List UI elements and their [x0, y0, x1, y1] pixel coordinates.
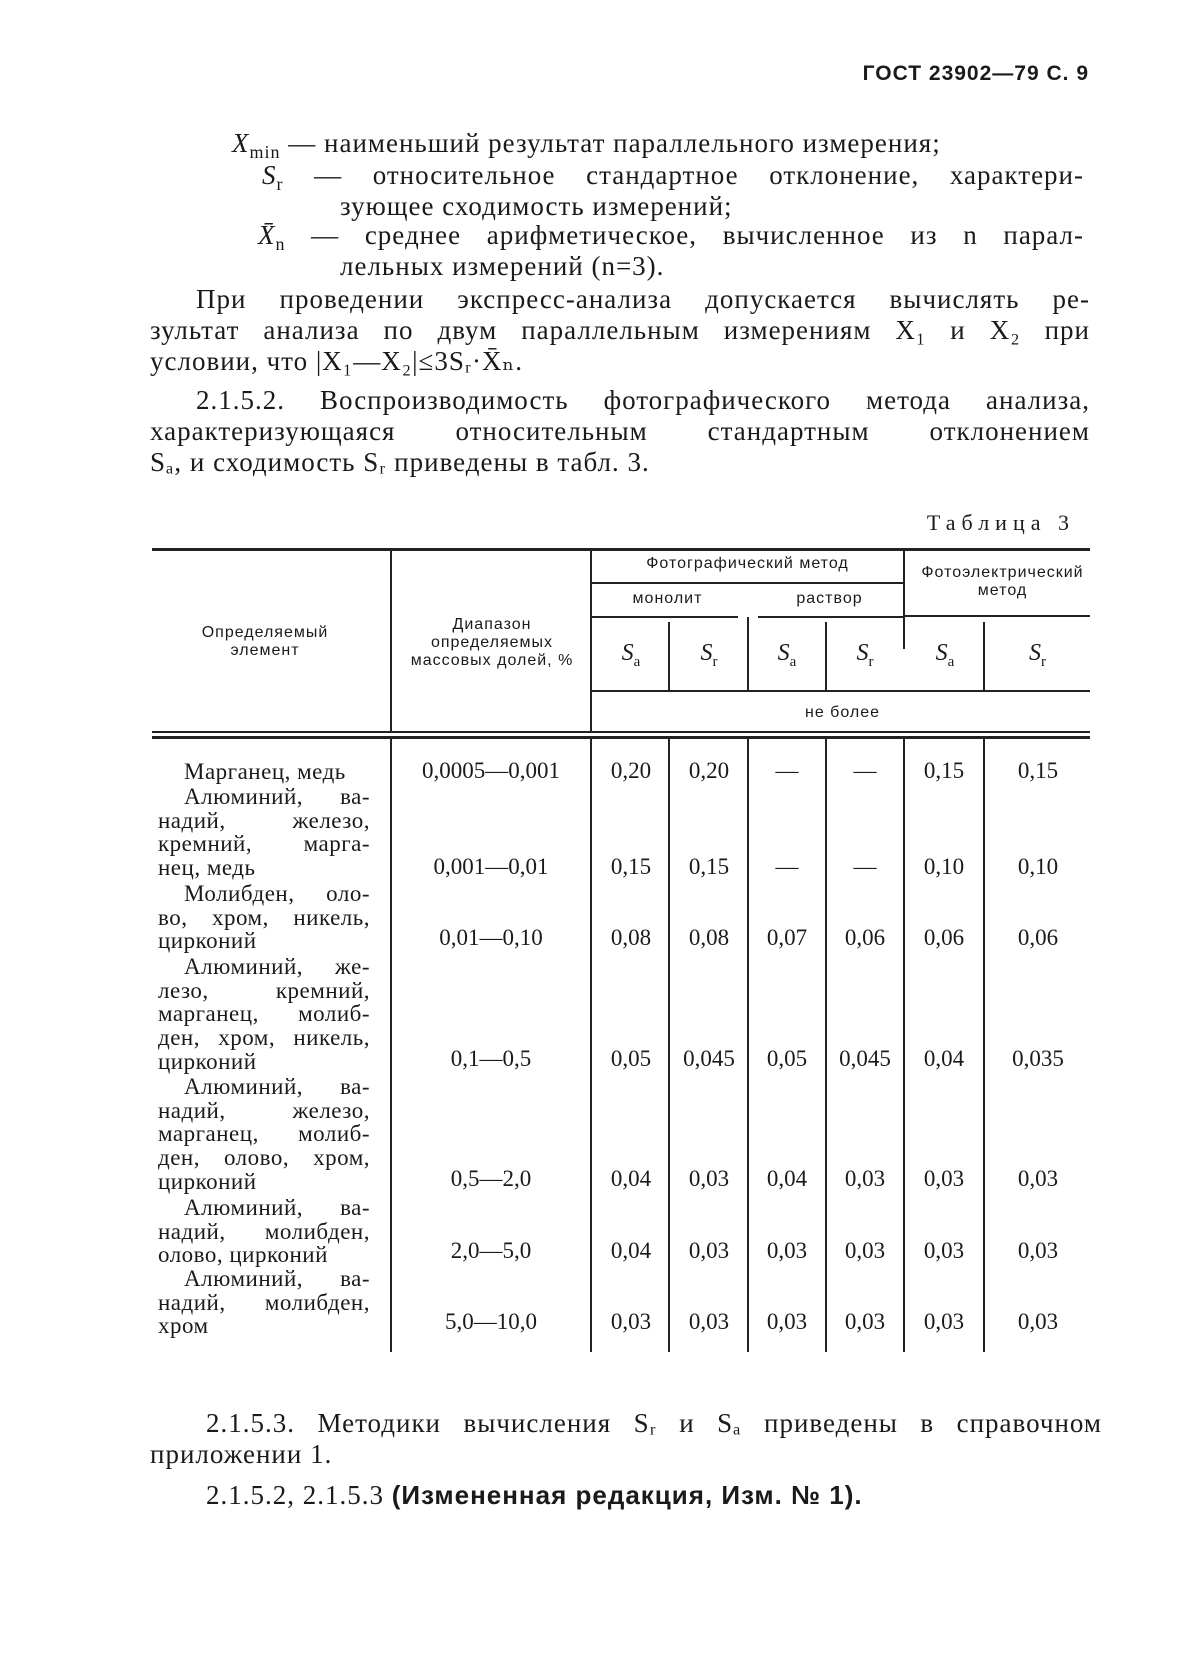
header-rule: [905, 615, 1090, 617]
body-col-divider: [903, 739, 905, 1352]
header-rule: [592, 582, 903, 584]
definition-xn: [258, 220, 1084, 254]
header-sa: $S_a$: [935, 640, 955, 670]
table-cell-value: 0,03: [844, 1166, 886, 1191]
element-line: марганец, молиб-: [158, 1001, 370, 1027]
table-caption: Таблица 3: [926, 510, 1075, 535]
symbol: X̄: [258, 220, 276, 250]
symbol: S: [262, 160, 277, 190]
table-cell-element: [158, 1075, 370, 1194]
definition-sr-cont: [340, 191, 733, 222]
definition-text: лельных измерений (n=3).: [340, 251, 665, 281]
table-cell-range: 0,5—2,0: [450, 1166, 532, 1191]
element-line: цирконий: [158, 1048, 257, 1074]
col-divider: [825, 622, 827, 690]
table-cell-value: —: [775, 758, 799, 783]
table-cell-value: 0,03: [1017, 1166, 1059, 1191]
table-cell-value: 0,04: [610, 1238, 652, 1263]
header-range: Диапазон определяемых массовых долей, %: [410, 616, 574, 669]
table-cell-value: 0,045: [839, 1046, 891, 1071]
table-cell-value: 0,03: [1017, 1309, 1059, 1334]
header-photo-method: Фотографический метод: [646, 555, 849, 572]
table-cell-element: [158, 760, 370, 784]
text-prefix: 2.1.5.2, 2.1.5.3: [206, 1480, 392, 1510]
dash: —: [285, 220, 365, 250]
col-divider: [903, 551, 905, 649]
text-line: 2.1.5.2. Воспроизводимость фотографического метода анализа,: [196, 385, 1090, 415]
col-divider: [747, 617, 749, 690]
page-header: ГОСТ 23902—79 С. 9: [862, 62, 1089, 85]
element-line: ден, хром, никель,: [158, 1025, 370, 1051]
element-line: надий, железо,: [158, 1097, 370, 1123]
table-cell-value: 0,04: [766, 1166, 808, 1191]
text-line: При проведении экспресс-анализа допускается вычислять ре-: [196, 284, 1090, 314]
header-rule: [592, 616, 738, 618]
header-sa: $S_a$: [777, 640, 797, 670]
table-cell-value: 0,06: [923, 925, 965, 950]
definition-text: среднее арифметическое, вычисленное из n парал-: [364, 220, 1084, 250]
definition-sr: [262, 160, 1084, 194]
table-cell-value: 0,03: [766, 1309, 808, 1334]
table-cell-element: [158, 1196, 370, 1267]
table-cell-value: 0,03: [766, 1238, 808, 1263]
dash: —: [283, 160, 373, 190]
definition-text: относительное стандартное отклонение, характери-: [372, 160, 1084, 190]
table-cell-value: 0,06: [844, 925, 886, 950]
table-cell-value: 0,04: [923, 1046, 965, 1071]
table-cell-value: 0,03: [688, 1238, 730, 1263]
text-line: характеризующаяся относительным стандартным отклонением: [150, 416, 1090, 446]
subscript: r: [276, 174, 284, 194]
header-sa: $S_a$: [621, 640, 641, 670]
table-cell-value: 0,03: [923, 1238, 965, 1263]
body-col-divider: [825, 739, 827, 1352]
table-cell-value: 0,05: [610, 1046, 652, 1071]
body-col-divider: [983, 739, 985, 1352]
header-monolith: монолит: [632, 590, 703, 607]
table-cell-value: —: [775, 854, 799, 879]
table-header-bottom-rule: [152, 731, 1090, 733]
text-line: условии, что |X₁—X₂|≤3Sᵣ·X̄ₙ.: [150, 346, 523, 376]
table-cell-value: 0,03: [923, 1166, 965, 1191]
table-cell-value: 0,10: [923, 854, 965, 879]
table-cell-value: 0,035: [1012, 1046, 1064, 1071]
element-line: олово, цирконий: [158, 1242, 328, 1268]
definition-xn-cont: [340, 251, 664, 282]
table-cell-value: 0,20: [688, 758, 730, 783]
table-cell-value: 0,15: [1017, 758, 1059, 783]
header-rule: [758, 616, 904, 618]
table-cell-range: 0,001—0,01: [433, 854, 549, 879]
table-cell-value: 0,20: [610, 758, 652, 783]
header-photoelectric: Фотоэлектрический метод: [921, 564, 1084, 599]
definition-text: наименьший результат параллельного измерения;: [324, 128, 941, 158]
header-element: Определяемый элемент: [201, 624, 329, 659]
element-line: ден, олово, хром,: [158, 1145, 370, 1171]
element-line: надий, молибден,: [158, 1289, 370, 1315]
table-cell-value: 0,03: [610, 1309, 652, 1334]
col-divider: [390, 551, 392, 731]
element-line: цирконий: [158, 928, 257, 954]
col-divider: [983, 622, 985, 690]
element-line: цирконий: [158, 1168, 257, 1194]
table-cell-range: 0,0005—0,001: [422, 758, 560, 783]
table-cell-range: 5,0—10,0: [445, 1309, 537, 1334]
element-line: во, хром, никель,: [158, 904, 370, 930]
header-no-more: не более: [804, 704, 881, 721]
table-cell-value: 0,15: [688, 854, 730, 879]
element-line: Алюминий, ва-: [184, 1195, 370, 1220]
header-sr: $S_r$: [700, 640, 718, 670]
table-cell-value: 0,08: [610, 925, 652, 950]
table-cell-value: 0,05: [766, 1046, 808, 1071]
text-line: приложении 1.: [150, 1439, 333, 1469]
table-cell-range: 0,01—0,10: [439, 925, 543, 950]
table-cell-value: —: [853, 854, 877, 879]
element-line: марганец, молиб-: [158, 1121, 370, 1147]
subscript: n: [275, 234, 286, 254]
table-cell-value: 0,15: [923, 758, 965, 783]
col-divider: [668, 622, 670, 690]
table-cell-value: 0,03: [688, 1309, 730, 1334]
paragraph-2-1-5-3: [150, 1408, 1102, 1470]
text-line: зультат анализа по двум параллельным измерениям X₁ и X₂ при: [150, 315, 1090, 345]
body-col-divider: [747, 739, 749, 1352]
table-cell-element: [158, 955, 370, 1074]
table-cell-element: [158, 882, 370, 953]
table-cell-range: 2,0—5,0: [450, 1238, 532, 1263]
subscript: min: [249, 142, 281, 162]
table-top-rule: [152, 548, 1090, 551]
dash: —: [280, 128, 325, 158]
table-cell-value: 0,04: [610, 1166, 652, 1191]
element-line: нец, медь: [158, 855, 256, 881]
header-rule: [592, 690, 1090, 692]
table-cell-value: 0,03: [844, 1309, 886, 1334]
symbol: X: [232, 128, 250, 158]
element-line: Алюминий, же-: [184, 954, 370, 979]
body-col-divider: [668, 739, 670, 1352]
table-cell-value: 0,03: [688, 1166, 730, 1191]
element-line: хром: [158, 1313, 209, 1339]
table-cell-value: 0,03: [844, 1238, 886, 1263]
element-line: лезо, кремний,: [158, 977, 370, 1003]
element-line: Алюминий, ва-: [184, 1074, 370, 1099]
header-sr: $S_r$: [1029, 640, 1046, 670]
element-line: Алюминий, ва-: [184, 1266, 370, 1291]
header-sr: $S_r$: [856, 640, 874, 670]
table-cell-value: 0,07: [766, 925, 808, 950]
table-cell-value: —: [853, 758, 877, 783]
text-line: Sₐ, и сходимость Sᵣ приведены в табл. 3.: [150, 447, 650, 477]
paragraph-amendment: [206, 1480, 1158, 1511]
table-header-bottom-rule-2: [152, 736, 1090, 739]
table-cell-value: 0,15: [610, 854, 652, 879]
element-line: кремний, марга-: [158, 831, 370, 857]
header-solution: раствор: [796, 590, 863, 607]
table-cell-value: 0,08: [688, 925, 730, 950]
element-line: надий, железо,: [158, 807, 370, 833]
element-line: надий, молибден,: [158, 1218, 370, 1244]
table-cell-value: 0,10: [1017, 854, 1059, 879]
table-cell-value: 0,03: [923, 1309, 965, 1334]
table-cell-range: 0,1—0,5: [450, 1046, 532, 1071]
paragraph-express-analysis: [150, 284, 1090, 377]
text-line: 2.1.5.3. Методики вычисления Sᵣ и Sₐ приведены в справочном: [206, 1408, 1102, 1438]
table-cell-value: 0,045: [683, 1046, 735, 1071]
element-line: Алюминий, ва-: [184, 784, 370, 809]
amendment-bold: (Измененная редакция, Изм. № 1).: [391, 1480, 863, 1510]
col-divider: [590, 551, 592, 731]
paragraph-2-1-5-2: [150, 385, 1090, 478]
body-col-divider: [390, 739, 392, 1352]
body-col-divider: [590, 739, 592, 1352]
element-line: Молибден, оло-: [184, 881, 370, 906]
definition-xmin: [232, 128, 941, 162]
table-cell-value: 0,03: [1017, 1238, 1059, 1263]
table-cell-element: [158, 1267, 370, 1338]
table-cell-value: 0,06: [1017, 925, 1059, 950]
element-line: Марганец, медь: [184, 759, 346, 784]
definition-text: зующее сходимость измерений;: [340, 191, 733, 221]
table-cell-element: [158, 785, 370, 880]
